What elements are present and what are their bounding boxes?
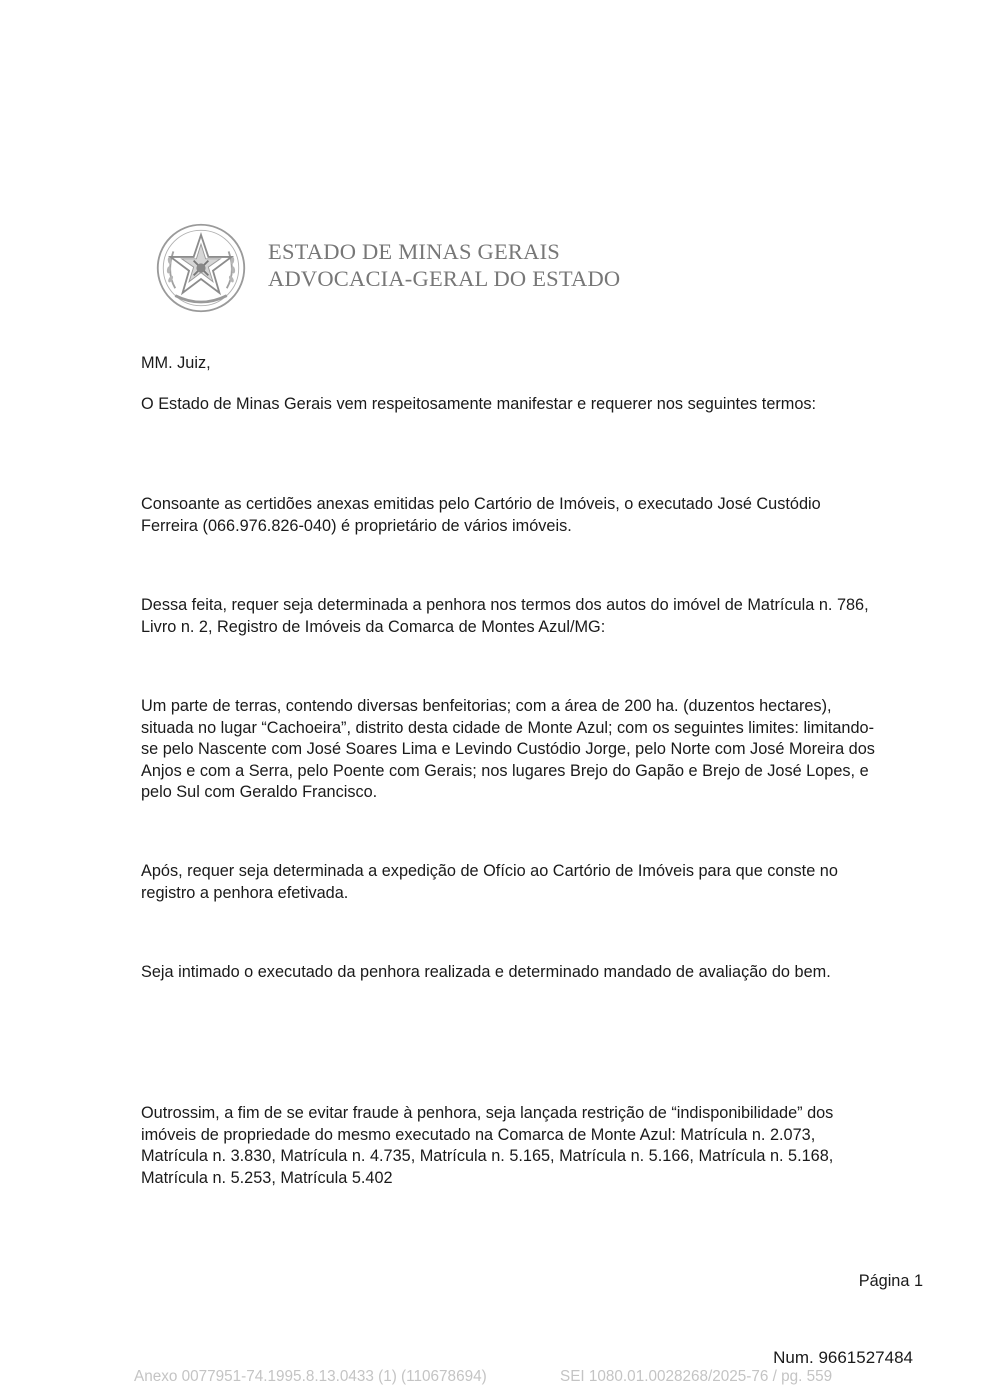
footer-sei-reference: SEI 1080.01.0028268/2025-76 / pg. 559 (560, 1368, 833, 1385)
letterhead-state-name: ESTADO DE MINAS GERAIS (268, 239, 560, 264)
footer-annex-reference: Anexo 0077951-74.1995.8.13.0433 (1) (110678694) (134, 1368, 487, 1385)
paragraph-registry-office: Após, requer seja determinada a expedição de Ofício ao Cartório de Imóveis para que conste no registro a penhora efetivada. (141, 862, 838, 902)
letterhead-agency-name: ADVOCACIA-GERAL DO ESTADO (268, 266, 621, 291)
paragraph-notification: Seja intimado o executado da penhora realizada e determinado mandado de avaliação do bem. (141, 963, 831, 981)
paragraph-property-description: Um parte de terras, contendo diversas benfeitorias; com a área de 200 ha. (duzentos hectares), situada no lugar “Cachoeira”, distrito desta cidade de Monte Azul; com os seguintes limites: limitando-se pelo Nascente com José Soares Lima e Levindo Custódio Jorge, pelo Norte com José Moreira dos Anjos e com a Serra, pelo Poente com Gerais; nos lugares Brejo do Gapão e Brejo de José Lopes, e pelo Sul com Geraldo Francisco. (141, 697, 875, 801)
paragraph-certificates: Consoante as certidões anexas emitidas pelo Cartório de Imóveis, o executado José Custódio Ferreira (066.976.826-040) é proprietário de vários imóveis. (141, 495, 821, 535)
paragraph-unavailability: Outrossim, a fim de se evitar fraude à penhora, seja lançada restrição de “indisponibilidade” dos imóveis de propriedade do mesmo executado na Comarca de Monte Azul: Matrícula n. 2.073, Matrícula n. 3.830, Matrícula n. 4.735, Matrícula n. 5.165, Matrícula n. 5.166, Matrícula n. 5.168, Matrícula n. 5.253, Matrícula 5.402 (141, 1104, 834, 1187)
paragraph-intro: O Estado de Minas Gerais vem respeitosamente manifestar e requerer nos seguintes termos: (141, 395, 817, 413)
page-number: Página 1 (858, 1272, 923, 1290)
letterhead (268, 238, 620, 292)
minas-gerais-state-seal-icon (155, 222, 247, 314)
salutation: MM. Juiz, (141, 354, 211, 372)
document-number: Num. 9661527484 (773, 1348, 913, 1367)
paragraph-seizure-request: Dessa feita, requer seja determinada a penhora nos termos dos autos do imóvel de Matrícula n. 786, Livro n. 2, Registro de Imóveis da Comarca de Montes Azul/MG: (141, 596, 869, 636)
